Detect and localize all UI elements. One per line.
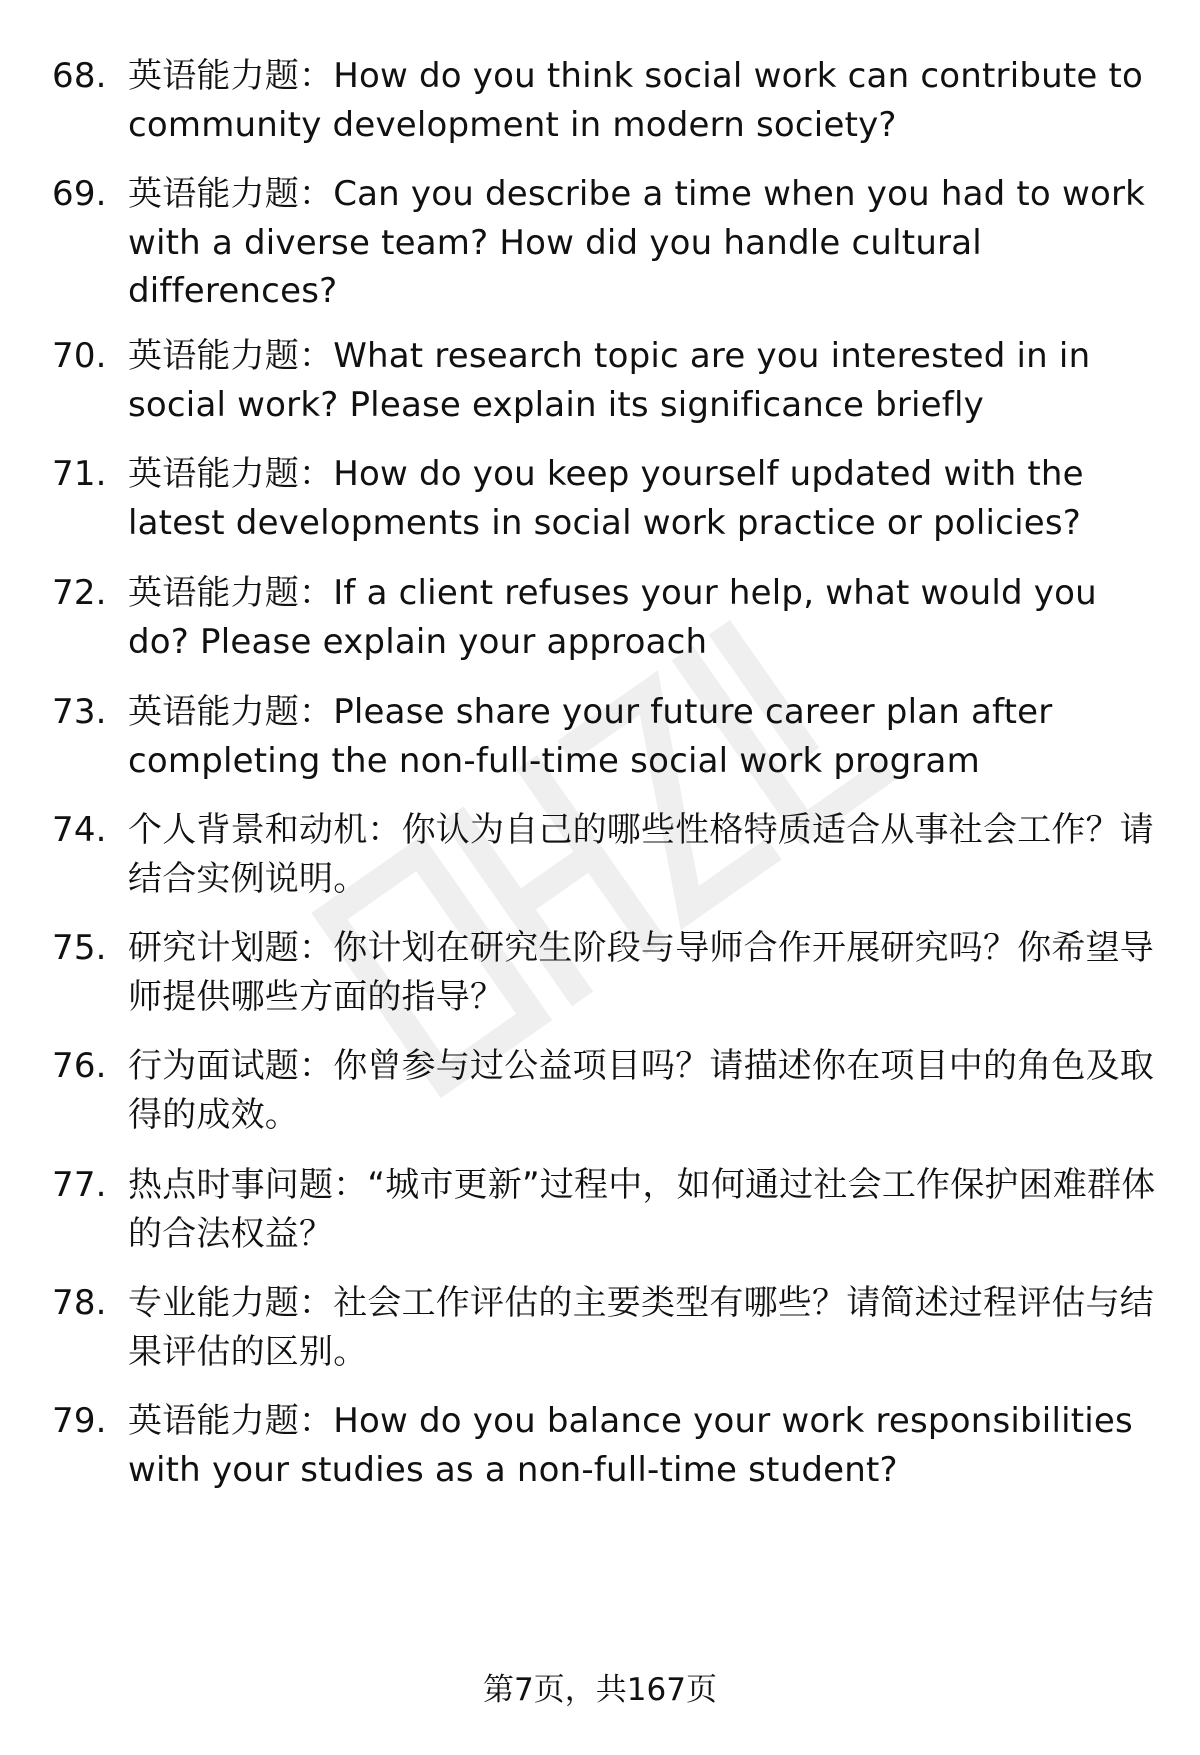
question-item: [52, 1397, 1162, 1494]
question-item: [52, 332, 1162, 429]
question-number: 70.: [52, 336, 107, 376]
question-item: [52, 52, 1162, 149]
question-text: 英语能力题：How do you keep yourself updated with the latest developments in social work practice or policies?: [128, 454, 1084, 543]
question-text: 英语能力题：What research topic are you interested in in social work? Please explain its significance briefly: [128, 336, 1091, 425]
question-text: 行为面试题：你曾参与过公益项目吗？请描述你在项目中的角色及取得的成效。: [128, 1046, 1154, 1135]
question-item: [52, 1279, 1162, 1376]
question-number: 76.: [52, 1046, 107, 1086]
question-number: 78.: [52, 1283, 107, 1323]
question-number: 77.: [52, 1165, 107, 1205]
question-text: 英语能力题：Please share your future career plan after completing the non-full-time social work program: [128, 692, 1053, 781]
question-item: [52, 1042, 1162, 1139]
question-text: 专业能力题：社会工作评估的主要类型有哪些？请简述过程评估与结果评估的区别。: [128, 1283, 1154, 1372]
question-item: [52, 806, 1162, 903]
page-footer: [0, 1668, 1200, 1712]
question-text: 英语能力题：If a client refuses your help, what would you do? Please explain your approach: [128, 573, 1097, 662]
question-number: 79.: [52, 1401, 107, 1441]
question-text: 研究计划题：你计划在研究生阶段与导师合作开展研究吗？你希望导师提供哪些方面的指导？: [128, 928, 1154, 1017]
question-text: 英语能力题：Can you describe a time when you had to work with a diverse team? How did you handle cultural differences?: [128, 174, 1146, 311]
question-number: 69.: [52, 174, 107, 214]
question-item: [52, 924, 1162, 1021]
question-number: 68.: [52, 56, 107, 96]
question-item: [52, 688, 1162, 785]
page-number-label: 第7页，共167页: [483, 1672, 717, 1708]
question-number: 71.: [52, 454, 107, 494]
question-item: [52, 450, 1162, 547]
question-item: [52, 170, 1162, 316]
question-item: [52, 569, 1162, 666]
question-text: 英语能力题：How do you balance your work responsibilities with your studies as a non-full-time student?: [128, 1401, 1133, 1490]
question-item: [52, 1161, 1162, 1258]
question-number: 74.: [52, 810, 107, 850]
question-number: 72.: [52, 573, 107, 613]
question-text: 英语能力题：How do you think social work can contribute to community development in modern society?: [128, 56, 1144, 145]
question-text: 热点时事问题：“城市更新”过程中，如何通过社会工作保护困难群体的合法权益？: [128, 1165, 1156, 1254]
question-number: 73.: [52, 692, 107, 732]
question-text: 个人背景和动机：你认为自己的哪些性格特质适合从事社会工作？请结合实例说明。: [128, 810, 1154, 899]
question-number: 75.: [52, 928, 107, 968]
